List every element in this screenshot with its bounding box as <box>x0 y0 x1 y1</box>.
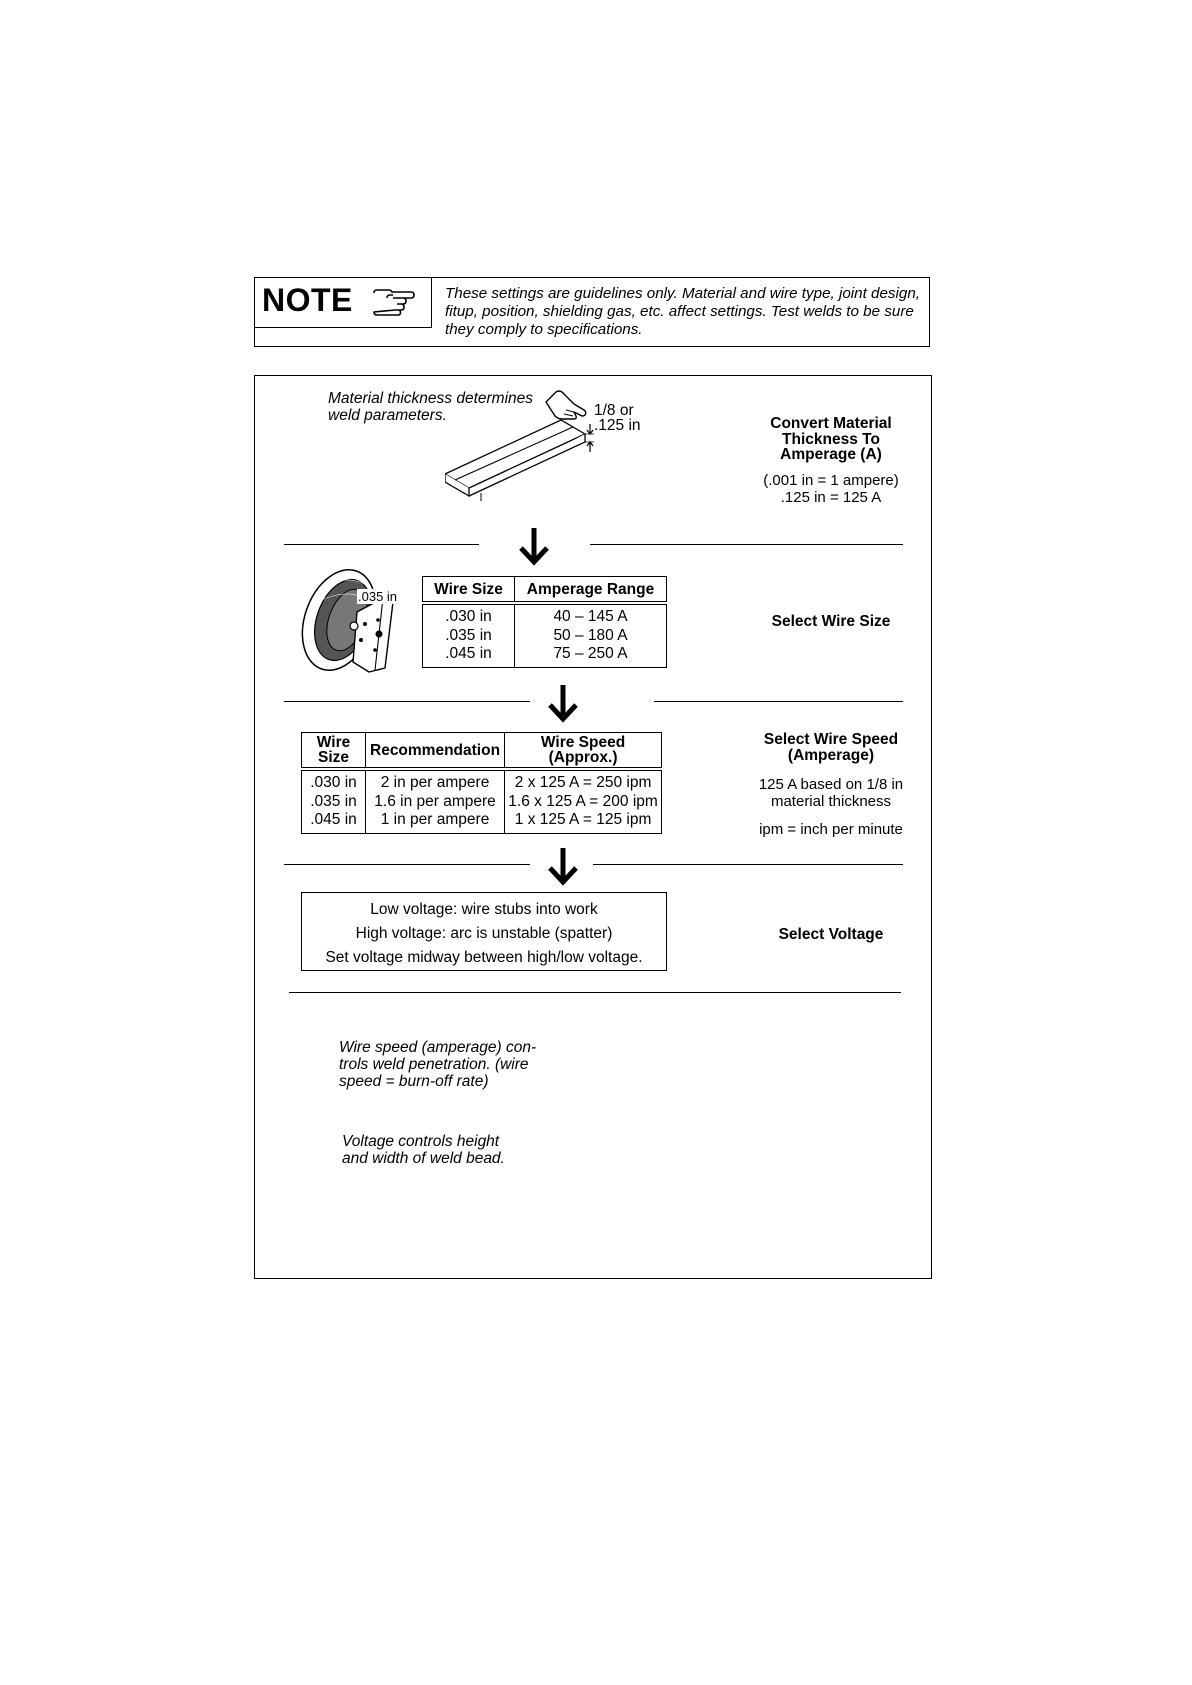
column-header: Wire Size <box>423 577 515 604</box>
pointing-hand-icon <box>371 287 415 317</box>
wire-speed-table <box>301 732 662 834</box>
table-cell: 2 x 125 A = 250 ipm <box>505 769 662 793</box>
select-wire-speed-title <box>745 732 917 763</box>
table-cell: .035 in <box>423 627 515 646</box>
note-line: Voltage controls height <box>342 1133 500 1150</box>
column-header: Wire Size <box>302 733 366 770</box>
separator-line <box>284 544 479 545</box>
note-line: 125 A based on 1/8 in <box>758 776 904 793</box>
note-line: material thickness <box>770 793 892 810</box>
weld-settings-frame <box>254 375 932 1279</box>
title-line: (Amperage) <box>787 746 875 764</box>
separator-line <box>590 544 903 545</box>
voltage-guidance-line: Set voltage midway between high/low voltage. <box>325 949 643 966</box>
table-cell: 1 x 125 A = 125 ipm <box>505 811 662 833</box>
down-arrow-icon <box>546 846 580 886</box>
select-voltage-title: Select Voltage <box>778 926 884 943</box>
table-cell: 40 – 145 A <box>515 603 667 627</box>
title-line: Thickness To <box>782 430 880 448</box>
title-line: Select Wire Speed <box>763 731 899 748</box>
table-cell: .030 in <box>423 603 515 627</box>
column-header: Amperage Range <box>515 577 667 604</box>
table-cell: 1.6 x 125 A = 200 ipm <box>505 793 662 812</box>
table-cell: 2 in per ampere <box>366 769 505 793</box>
select-wire-size-title: Select Wire Size <box>771 613 891 630</box>
rule-line: (.001 in = 1 ampere) <box>763 472 899 489</box>
separator-line <box>284 864 530 865</box>
wire-size-table <box>422 576 667 668</box>
voltage-guidance-box <box>301 892 667 971</box>
down-arrow-icon <box>546 683 580 723</box>
table-cell: .045 in <box>302 811 366 833</box>
table-cell: 75 – 250 A <box>515 645 667 667</box>
table-cell: .030 in <box>302 769 366 793</box>
table-row <box>423 603 667 627</box>
thickness-conversion-rule <box>745 472 917 506</box>
note-text: These settings are guidelines only. Material and wire type, joint design, fitup, position, shielding gas, etc. affect settings. Test welds to be sure they comply to specifications. <box>445 285 921 338</box>
table-row <box>423 627 667 646</box>
thickness-label-line: .125 in <box>594 417 641 434</box>
table-cell: 1.6 in per ampere <box>366 793 505 812</box>
separator-line <box>593 864 903 865</box>
caption-line: weld parameters. <box>328 407 447 424</box>
down-arrow-icon <box>517 526 551 566</box>
separator-line <box>289 992 901 993</box>
note-line: trols weld penetration. (wire <box>339 1056 529 1073</box>
voltage-guidance-line: High voltage: arc is unstable (spatter) <box>355 925 613 942</box>
wire-spool-illustration <box>299 558 411 682</box>
note-label: NOTE <box>262 282 353 318</box>
column-header: Recommendation <box>366 733 505 770</box>
wire-speed-note <box>339 1039 536 1090</box>
column-header: Wire Speed (Approx.) <box>505 733 662 770</box>
separator-line <box>284 701 530 702</box>
title-line: Amperage (A) <box>780 446 882 463</box>
thickness-label-line: 1/8 or <box>594 402 634 419</box>
voltage-guidance-line: Low voltage: wire stubs into work <box>370 901 598 918</box>
table-row <box>423 645 667 667</box>
ipm-definition: ipm = inch per minute <box>759 821 903 838</box>
note-label-cell <box>255 278 432 328</box>
note-box <box>254 277 930 347</box>
spool-wire-size-label: .035 in <box>358 589 398 604</box>
voltage-note <box>342 1133 505 1167</box>
rule-line: .125 in = 125 A <box>780 489 882 506</box>
note-line: speed = burn-off rate) <box>339 1073 489 1090</box>
note-line: Wire speed (amperage) con- <box>339 1039 537 1056</box>
note-line: and width of weld bead. <box>342 1150 505 1167</box>
caption-line: Material thickness determines <box>328 390 534 407</box>
pointing-hand-icon <box>544 388 592 424</box>
table-cell: 50 – 180 A <box>515 627 667 646</box>
separator-line <box>654 701 903 702</box>
table-row <box>302 769 662 793</box>
thickness-label <box>594 403 641 433</box>
amperage-basis-note <box>735 776 927 810</box>
table-row <box>302 793 662 812</box>
table-cell: .045 in <box>423 645 515 667</box>
table-cell: .035 in <box>302 793 366 812</box>
convert-thickness-title <box>745 416 917 463</box>
table-row <box>302 811 662 833</box>
title-line: Convert Material <box>770 415 892 432</box>
table-cell: 1 in per ampere <box>366 811 505 833</box>
